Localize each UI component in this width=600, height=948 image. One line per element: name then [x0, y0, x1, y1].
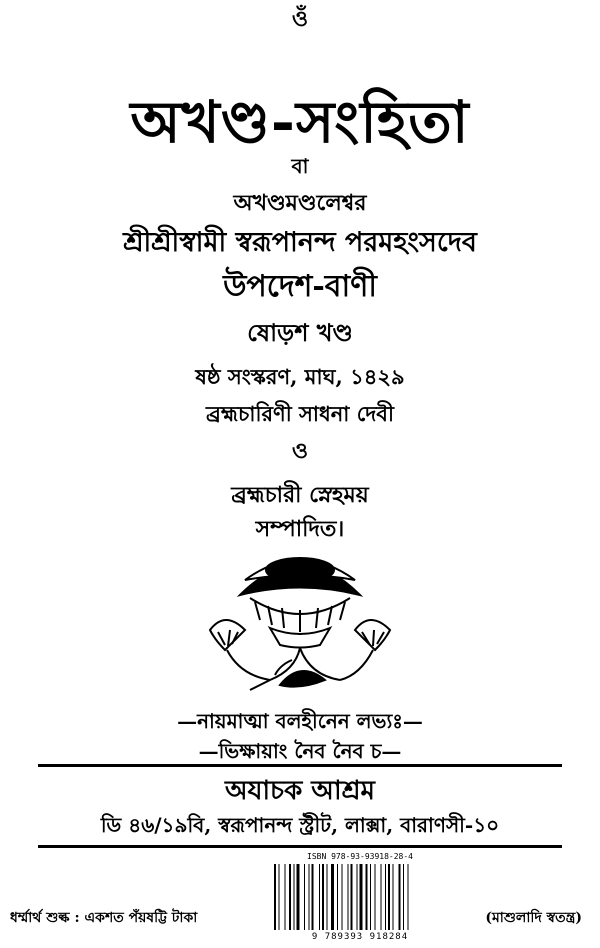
- divider-bottom: [38, 845, 562, 848]
- edited-by-label: সম্পাদিত।: [255, 516, 345, 542]
- isbn-text: ISBN 978-93-93918-28-4: [307, 852, 413, 861]
- editors-and: ও: [291, 438, 309, 464]
- divider-top: [38, 764, 562, 767]
- edition-line: ষষ্ঠ সংস্করণ, মাঘ, ১৪২৯: [195, 364, 405, 389]
- barcode-bars-icon: [274, 864, 446, 930]
- emblem-label: অভিক্ষা: [287, 565, 323, 579]
- subtitle-line-1: অখণ্ডমণ্ডলেশ্বর: [233, 190, 367, 216]
- motto-line-2: —ভিক্ষায়াং নৈব নৈব চ—: [198, 739, 402, 763]
- volume-label: ষোড়শ খণ্ড: [247, 318, 353, 347]
- barcode-digits: 9 789393 918284: [311, 932, 409, 942]
- subtitle-line-2: শ্রীশ্রীস্বামী স্বরূপানন্দ পরমহংসদেব: [123, 227, 477, 258]
- barcode: [270, 852, 450, 944]
- subtitle-line-3: উপদেশ-বাণী: [223, 269, 377, 304]
- connector-text: বা: [291, 154, 309, 178]
- price-label: ধর্ম্মার্থ শুল্ক : একশত পঁয়ষট্টি টাকা: [10, 910, 198, 926]
- publisher-name: অযাচক আশ্রম: [225, 776, 375, 806]
- book-title: অখণ্ড-সংহিতা: [130, 88, 470, 156]
- postage-note: (মাশুলাদি স্বতন্ত্র): [485, 910, 582, 926]
- om-symbol: ওঁ: [291, 6, 309, 32]
- publisher-address: ডি ৪৬/১৯বি, স্বরূপানন্দ স্ট্রীট, লাক্সা, বারাণসী-১০: [100, 813, 500, 837]
- motto-line-1: —নায়মাত্মা বলহীনেন লভ্যঃ—: [177, 709, 423, 733]
- editor-1: ব্রহ্মচারিণী সাধনা দেবী: [206, 401, 394, 426]
- editor-2: ব্রহ্মচারী স্নেহময়: [231, 482, 369, 508]
